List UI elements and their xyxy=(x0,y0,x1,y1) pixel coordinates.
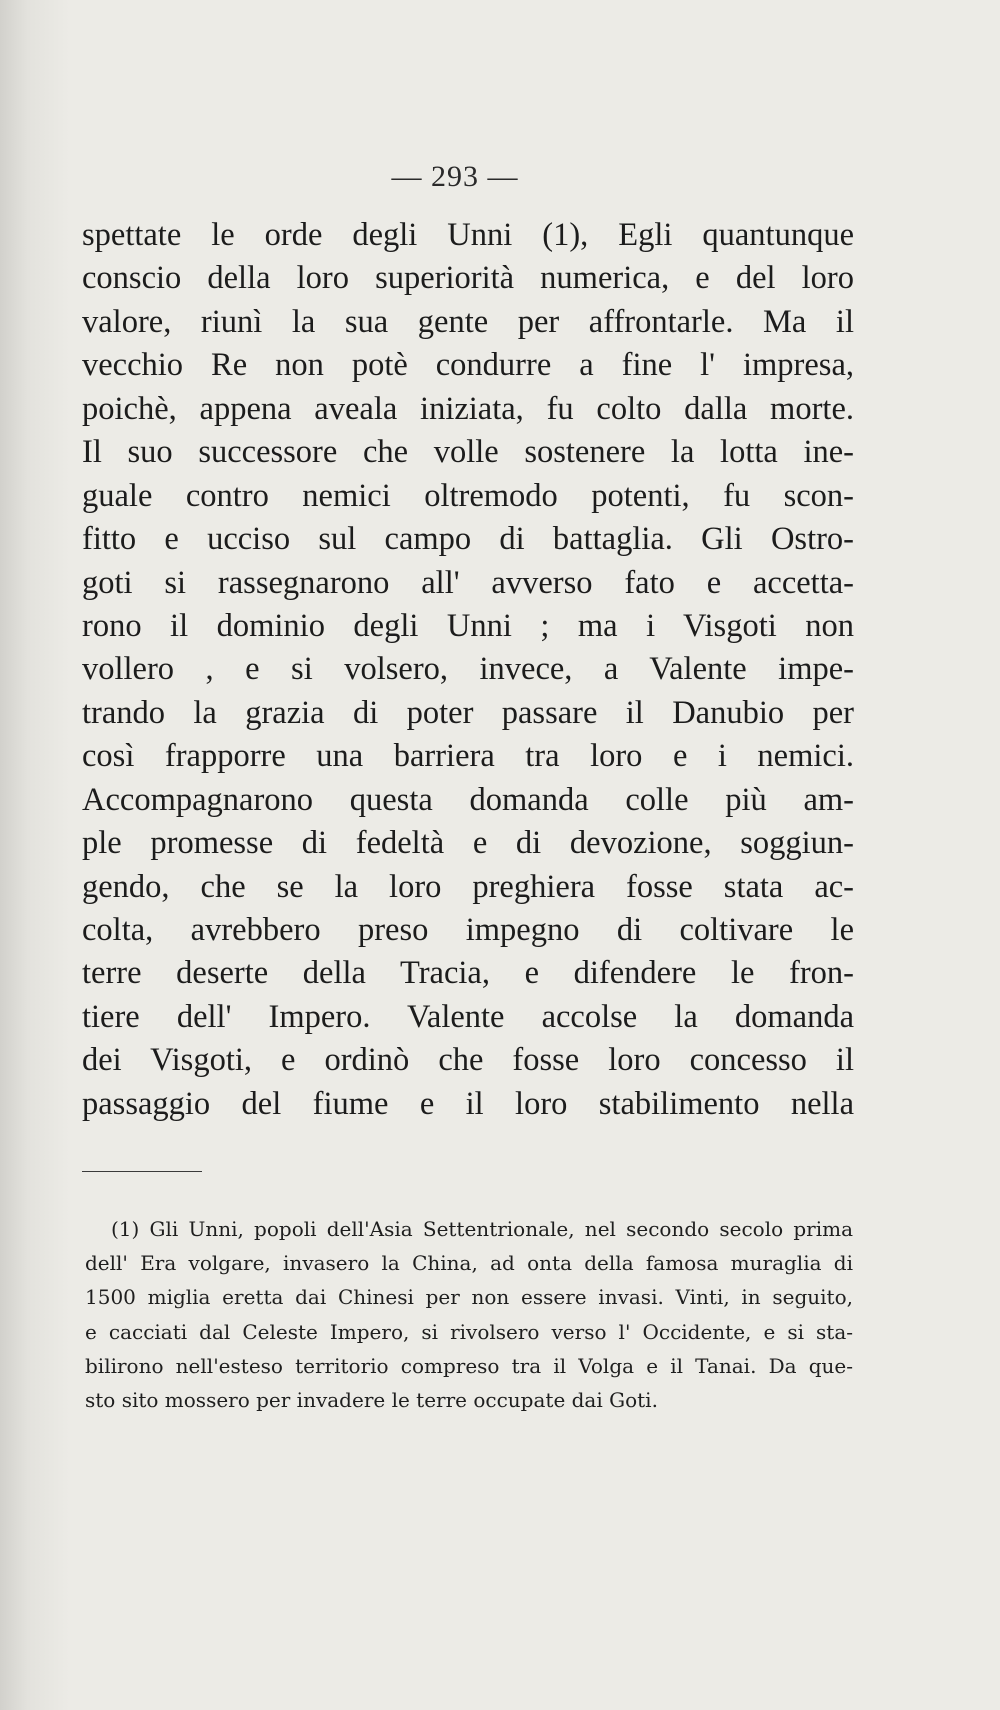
body-line: rono il dominio degli Unni ; ma i Visgoti non xyxy=(82,607,854,644)
footnote-separator xyxy=(82,1171,202,1172)
body-line: vecchio Re non potè condurre a fine l' impresa, xyxy=(82,347,854,384)
footnote-line: dell' Era volgare, invasero la China, ad onta della famosa muraglia di xyxy=(85,1251,853,1276)
body-text xyxy=(82,214,854,1126)
body-line: guale contro nemici oltremodo potenti, fu scon- xyxy=(82,477,854,514)
footnote-line: (1) Gli Unni, popoli dell'Asia Settentrionale, nel secondo secolo prima xyxy=(111,1217,853,1241)
body-line: ple promesse di fedeltà e di devozione, soggiun- xyxy=(82,825,854,862)
body-line: trando la grazia di poter passare il Danubio per xyxy=(82,694,854,731)
footnote xyxy=(85,1212,853,1417)
footnote-line: e cacciati dal Celeste Impero, si rivolsero verso l' Occidente, e si sta- xyxy=(85,1319,853,1344)
footnote-line: 1500 miglia eretta dai Chinesi per non essere invasi. Vinti, in seguito, xyxy=(85,1285,853,1310)
body-line: fitto e ucciso sul campo di battaglia. Gli Ostro- xyxy=(82,521,854,558)
body-line: tiere dell' Impero. Valente accolse la domanda xyxy=(82,998,854,1035)
body-line: valore, riunì la sua gente per affrontarle. Ma il xyxy=(82,303,854,340)
body-line: vollero , e si volsero, invece, a Valente impe- xyxy=(82,651,854,688)
body-line: goti si rassegnarono all' avverso fato e accetta- xyxy=(82,564,854,601)
body-line: conscio della loro superiorità numerica, e del loro xyxy=(82,260,854,297)
body-line: terre deserte della Tracia, e difendere le fron- xyxy=(82,955,854,992)
body-line: poichè, appena aveala iniziata, fu colto dalla morte. xyxy=(82,390,854,427)
body-line: Il suo successore che volle sostenere la lotta ine- xyxy=(82,434,854,471)
footnote-line: sto sito mossero per invadere le terre occupate dai Goti. xyxy=(85,1387,658,1412)
body-line: dei Visgoti, e ordinò che fosse loro concesso il xyxy=(82,1042,854,1079)
body-line: colta, avrebbero preso impegno di coltivare le xyxy=(82,912,854,948)
body-line: gendo, che se la loro preghiera fosse stata ac- xyxy=(82,868,854,905)
footnote-line: bilirono nell'esteso territorio compreso tra il Volga e il Tanai. Da que- xyxy=(85,1353,853,1378)
body-line: così frapporre una barriera tra loro e i nemici. xyxy=(82,738,854,775)
body-line: spettate le orde degli Unni (1), Egli quantunque xyxy=(82,217,854,253)
body-line: passaggio del fiume e il loro stabilimento nella xyxy=(82,1085,854,1122)
page-number: — 293 — xyxy=(391,160,519,193)
body-line: Accompagnarono questa domanda colle più am- xyxy=(82,781,854,818)
